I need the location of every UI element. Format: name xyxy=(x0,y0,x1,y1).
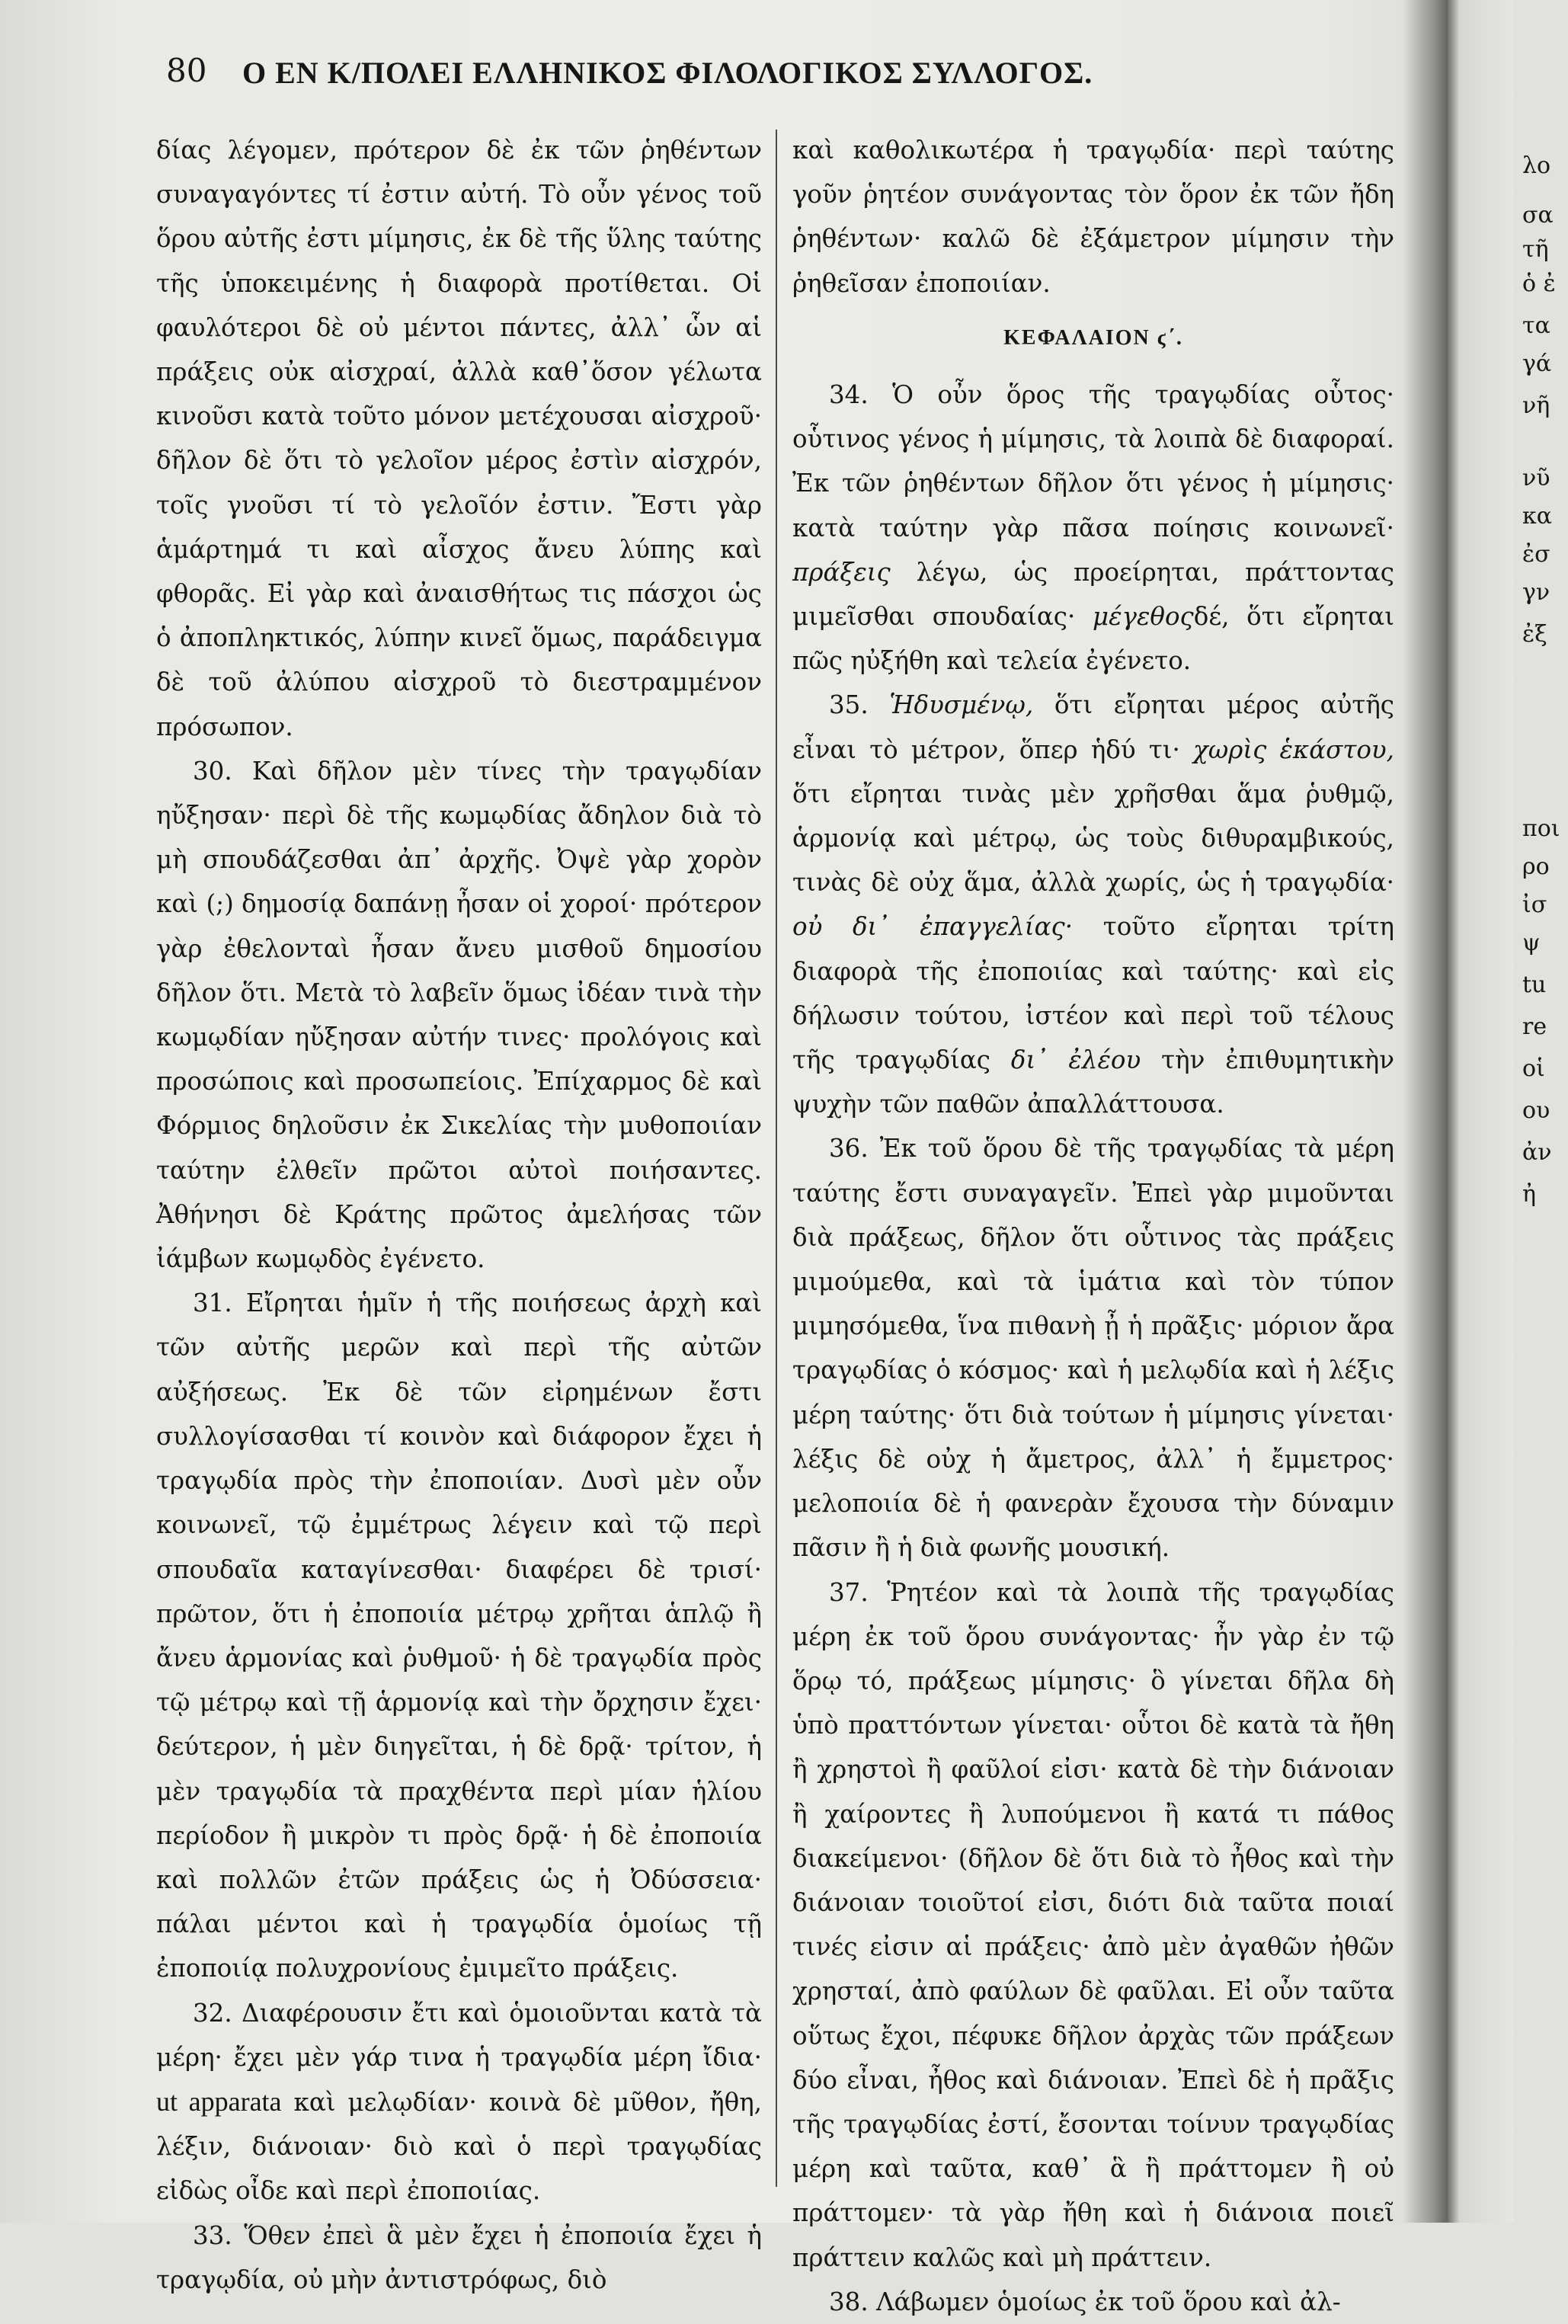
italic-term: μέγεθος xyxy=(1093,602,1194,632)
paragraph-35-text-c: τοῦτο εἴρηται τρίτη διαφορὰ τῆς ἐποποιίας καὶ ταύτης· καὶ εἰς δήλωσιν τούτου, ἰστέον καὶ περὶ τοῦ τέλους τῆς τραγῳδίας xyxy=(792,912,1394,1075)
adjacent-page-fragment: ποι xyxy=(1522,815,1560,842)
paragraph-continuation: δίας λέγομεν, πρότερον δὲ ἐκ τῶν ῥηθέντων συναγαγόντες τί ἐστιν αὐτή. Τὸ οὖν γένος τοῦ ὅρου αὐτῆς ἐστι μίμησις, ἐκ δὲ τῆς ὕλης ταύτης τῆς ὑποκειμένης ἡ διαφορὰ προτίθεται. Οἱ φαυλότεροι δὲ οὐ μέντοι πάντες, ἀλλ᾽ ὧν αἱ πράξεις οὐκ αἰσχραί, ἀλλὰ καθ᾽ὅσον γέλωτα κινοῦσι κατὰ τοῦτο μόνον μετέχουσαι αἰσχροῦ· δῆλον δὲ ὅτι τὸ γελοῖον μέρος ἐστὶν αἰσχρόν, τοῖς γνοῦσι τί τὸ γελοῖόν ἐστιν. Ἔστι γὰρ ἁμάρτημά τι καὶ αἶσχος ἄνευ λύπης καὶ φθορᾶς. Εἰ γὰρ καὶ ἀναισθήτως τις πάσχοι ὡς ὁ ἀποπληκτικός, λύπην κινεῖ ὅμως, παράδειγμα δὲ τοῦ ἀλύπου αἰσχροῦ τὸ διεστραμμένον πρόσωπον. xyxy=(156,136,762,741)
paragraph-31: 31. Εἴρηται ἡμῖν ἡ τῆς ποιήσεως ἀρχὴ καὶ τῶν αὐτῆς μερῶν καὶ περὶ τῆς αὐτῶν αὐξήσεως. Ἐκ δὲ τῶν εἰρημένων ἔστι συλλογίσασθαι τί κοινὸν καὶ διάφορον ἔχει ἡ τραγῳδία πρὸς τὴν ἐποποιίαν. Δυσὶ μὲν οὖν κοινωνεῖ, τῷ ἐμμέτρως λέγειν καὶ τῷ περὶ σπουδαῖα καταγίνεσθαι· διαφέρει δὲ τρισί· πρῶτον, ὅτι ἡ ἐποποιία μέτρῳ χρῆται ἁπλῷ ἢ ἄνευ ἁρμονίας καὶ ῥυθμοῦ· ἡ δὲ τραγῳδία πρὸς τῷ μέτρῳ καὶ τῇ ἁρμονίᾳ καὶ τὴν ὄρχησιν ἔχει· δεύτερον, ἡ μὲν διηγεῖται, ἡ δὲ δρᾷ· τρίτον, ἡ μὲν τραγῳδία τὰ πραχθέντα περὶ μίαν ἡλίου περίοδον ἢ μικρὸν τι πρὸς δρᾷ· ἡ δὲ ἐποποιία καὶ πολλῶν ἐτῶν πράξεις ὡς ἡ Ὀδύσσεια· πάλαι μέντοι καὶ ἡ τραγῳδία ὁμοίως τῇ ἐποποιίᾳ πολυχρονίους ἐμιμεῖτο πράξεις. xyxy=(156,1288,762,1983)
adjacent-page-fragment: ἠ xyxy=(1522,1181,1536,1208)
italic-term: χωρὶς ἑκάστου, xyxy=(1193,735,1394,764)
adjacent-page-fragment: tu xyxy=(1522,972,1547,998)
paragraph-35 xyxy=(792,683,1394,1126)
italic-term: οὐ δι᾽ ἐπαγγελίας· xyxy=(792,912,1074,942)
paragraph-34-text-b: λέγω, ὡς προείρηται, πράττοντας μιμεῖσθαι σπουδαίας· xyxy=(792,557,1394,632)
adjacent-page-fragment: τα xyxy=(1522,312,1550,339)
paragraph-33: 33. Ὅθεν ἐπεὶ ἃ μὲν ἔχει ἡ ἐποποιία ἔχει ἡ τραγῳδία, οὐ μὴν ἀντιστρόφως, διὸ xyxy=(156,2220,762,2294)
adjacent-page-fragment: ἀν xyxy=(1522,1139,1552,1166)
paragraph-34 xyxy=(792,373,1394,683)
paragraph-35-text-a: ὅτι εἴρηται μέρος αὐτῆς εἶναι τὸ μέτρον, ὅπερ ἡδύ τι· xyxy=(792,690,1394,764)
adjacent-page-fragment: νῆ xyxy=(1522,392,1550,419)
paragraph-30: 30. Καὶ δῆλον μὲν τίνες τὴν τραγῳδίαν ηὔξησαν· περὶ δὲ τῆς κωμῳδίας ἄδηλον διὰ τὸ μὴ σπουδάζεσθαι ἀπ᾽ ἀρχῆς. Ὀψὲ γὰρ χορὸν καὶ (;) δημοσίᾳ δαπάνῃ ἦσαν οἱ χοροί· πρότερον γὰρ ἐθελονταὶ ἦσαν ἄνευ μισθοῦ δημοσίου δῆλον ὅτι. Μετὰ τὸ λαβεῖν ὅμως ἰδέαν τινὰ τὴν κωμῳδίαν ηὔξησαν αὐτήν τινες· προλόγοις καὶ προσώποις καὶ προσωπείοις. Ἐπίχαρμος δὲ καὶ Φόρμιος δηλοῦσιν ἐκ Σικελίας τὴν μυθοποιίαν ταύτην ἐλθεῖν πρῶτοι αὐτοὶ ποιήσαντες. Ἀθήνησι δὲ Κράτης πρῶτος ἀμελήσας τῶν ἰάμβων κωμῳδὸς ἐγένετο. xyxy=(156,756,762,1274)
column-rule xyxy=(776,130,777,2187)
paragraph-34-text-a: 34. Ὁ οὖν ὅρος τῆς τραγῳδίας οὗτος· οὗτινος γένος ἡ μίμησις, τὰ λοιπὰ δὲ διαφοραί. Ἐκ τῶν ῥηθέντων δῆλον ὅτι γένος ἡ μίμησις· κατὰ ταύτην γὰρ πᾶσα ποίησις κοινωνεῖ· xyxy=(792,380,1394,543)
adjacent-page-fragment: λο xyxy=(1522,152,1551,179)
adjacent-page-fragment: οἱ xyxy=(1522,1055,1545,1082)
paragraph-32-text-a: 32. Διαφέρουσιν ἔτι καὶ ὁμοιοῦνται κατὰ τὰ μέρη· ἔχει μὲν γάρ τινα ἡ τραγῳδία μέρη ἴδια· xyxy=(156,1998,762,2072)
paragraph-37: 37. Ῥητέον καὶ τὰ λοιπὰ τῆς τραγῳδίας μέρη ἐκ τοῦ ὅρου συνάγοντας· ἦν γὰρ ἐν τῷ ὅρῳ τό, πράξεως μίμησις· ὃ γίνεται δῆλα δὴ ὑπὸ πραττόντων γίνεται· οὗτοι δὲ κατὰ τὰ ἤθη ἢ χρηστοὶ ἢ φαῦλοί εἰσι· κατὰ δὲ τὴν διάνοιαν ἢ χαίροντες ἢ λυπούμενοι ἢ κατά τι πάθος διακείμενοι· (δῆλον δὲ ὅτι διὰ τὸ ἦθος καὶ τὴν διάνοιαν τοιοῦτοί εἰσι, διότι διὰ ταῦτα ποιαί τινές εἰσιν αἱ πράξεις· ἀπὸ μὲν ἀγαθῶν ἠθῶν χρησταί, ἀπὸ φαύλων δὲ φαῦλαι. Εἰ οὖν ταῦτα οὕτως ἔχοι, πέφυκε δῆλον ἀρχὰς τῶν πράξεων δύο εἶναι, ἦθος καὶ διάνοιαν. Ἐπεὶ δὲ ἡ πρᾶξις τῆς τραγῳδίας ἐστί, ἔσονται τοίνυν τραγῳδίας μέρη καὶ ταῦτα, καθ᾽ ἃ ἢ πράττομεν ἢ οὐ πράττομεν· τὰ γὰρ ἤθη καὶ ἡ διάνοια ποιεῖ πράττειν καλῶς καὶ μὴ πράττειν. xyxy=(792,1577,1394,2272)
right-column xyxy=(792,128,1394,2324)
paragraph-35-number: 35. xyxy=(829,690,869,720)
adjacent-page-fragment: νῦ xyxy=(1522,465,1550,491)
paragraph-32 xyxy=(156,1991,762,2214)
left-column xyxy=(156,128,762,2302)
italic-term: πράξεις xyxy=(792,557,891,587)
header-title: Ο ΕΝ Κ/ΠΟΛΕΙ ΕΛΛΗΝΙΚΟΣ ΦΙΛΟΛΟΓΙΚΟΣ ΣΥΛΛΟΓΟΣ. xyxy=(242,56,1093,90)
adjacent-page-fragment: σα xyxy=(1522,202,1554,229)
adjacent-page-fragment: ἐσ xyxy=(1522,541,1550,568)
adjacent-page-fragment: ὁ ἐ xyxy=(1522,270,1556,297)
paragraph-38: 38. Λάβωμεν ὁμοίως ἐκ τοῦ ὅρου καὶ ἀλ- xyxy=(829,2287,1341,2316)
adjacent-page-fragment: ψ xyxy=(1522,930,1541,956)
paragraph-continuation-right: καὶ καθολικωτέρα ἡ τραγῳδία· περὶ ταύτης γοῦν ῥητέον συνάγοντας τὸν ὅρον ἐκ τῶν ἤδη ῥηθέντων· καλῶ δὲ ἐξάμετρον μίμησιν τὴν ῥηθεῖσαν ἐποποιίαν. xyxy=(792,136,1394,298)
paragraph-34-text-c: δέ, ὅτι εἴρηται πῶς ηὐξήθη καὶ τελεία ἐγένετο. xyxy=(792,602,1394,676)
running-head xyxy=(166,52,1187,98)
gutter-shadow xyxy=(1402,0,1448,2223)
adjacent-page-fragment: ου xyxy=(1522,1097,1550,1124)
adjacent-page-fragment: ρο xyxy=(1522,853,1550,880)
italic-term: Ἡδυσμένῳ, xyxy=(889,690,1034,720)
italic-term: δι᾽ ἐλέου xyxy=(1010,1045,1141,1075)
adjacent-page-fragment: κα xyxy=(1522,503,1553,530)
adjacent-page-fragment: ἐξ xyxy=(1522,621,1547,648)
paragraph-36: 36. Ἐκ τοῦ ὅρου δὲ τῆς τραγῳδίας τὰ μέρη ταύτης ἔστι συναγαγεῖν. Ἐπεὶ γὰρ μιμοῦνται διὰ πράξεως, δῆλον ὅτι οὗτινος τὰς πράξεις μιμούμεθα, καὶ τὰ ἱμάτια καὶ τὸν τύπον μιμησόμεθα, ἵνα πιθανὴ ᾖ ἡ πρᾶξις· μόριον ἄρα τραγῳδίας ὁ κόσμος· καὶ ἡ μελῳδία καὶ ἡ λέξις μέρη ταύτης· ὅτι διὰ τούτων ἡ μίμησις γίνεται· λέξις δὲ οὐχ ἡ ἄμετρος, ἀλλ᾽ ἡ ἔμμετρος· μελοποιία δὲ ἡ φανερὰν ἔχουσα τὴν δύναμιν πᾶσιν ἢ ἡ διὰ φωνῆς μουσική. xyxy=(792,1134,1394,1563)
latin-insert: ut apparata xyxy=(156,2086,282,2117)
adjacent-page-fragment: ἰσ xyxy=(1522,892,1547,918)
page-number: 80 xyxy=(166,52,207,89)
chapter-heading: ΚΕΦΑΛΑΙΟΝ ϛ΄. xyxy=(1003,325,1183,350)
adjacent-page-edge xyxy=(1448,0,1560,2223)
adjacent-page-fragment: γά xyxy=(1522,351,1552,377)
adjacent-page-fragment: re xyxy=(1522,1013,1547,1040)
paragraph-32-text-b: καὶ μελῳδίαν· κοινὰ δὲ μῦθον, ἤθη, λέξιν, διάνοιαν· διὸ καὶ ὁ περὶ τραγῳδίας εἰδὼς οἶδε καὶ περὶ ἐποποιίας. xyxy=(156,2087,762,2206)
adjacent-page-fragment: τῆ xyxy=(1522,236,1549,263)
paragraph-35-text-d: τὴν ἐπιθυμητικὴν ψυχὴν τῶν παθῶν ἀπαλλάττουσα. xyxy=(792,1045,1394,1119)
adjacent-page-fragment: γν xyxy=(1522,579,1550,606)
paragraph-35-text-b: ὅτι εἴρηται τινὰς μὲν χρῆσθαι ἅμα ῥυθμῷ, ἁρμονίᾳ καὶ μέτρῳ, ὡς τοὺς διθυραμβικούς, τινὰς δὲ οὐχ ἅμα, ἀλλὰ χωρίς, ὡς ἡ τραγῳδία· xyxy=(792,779,1394,898)
